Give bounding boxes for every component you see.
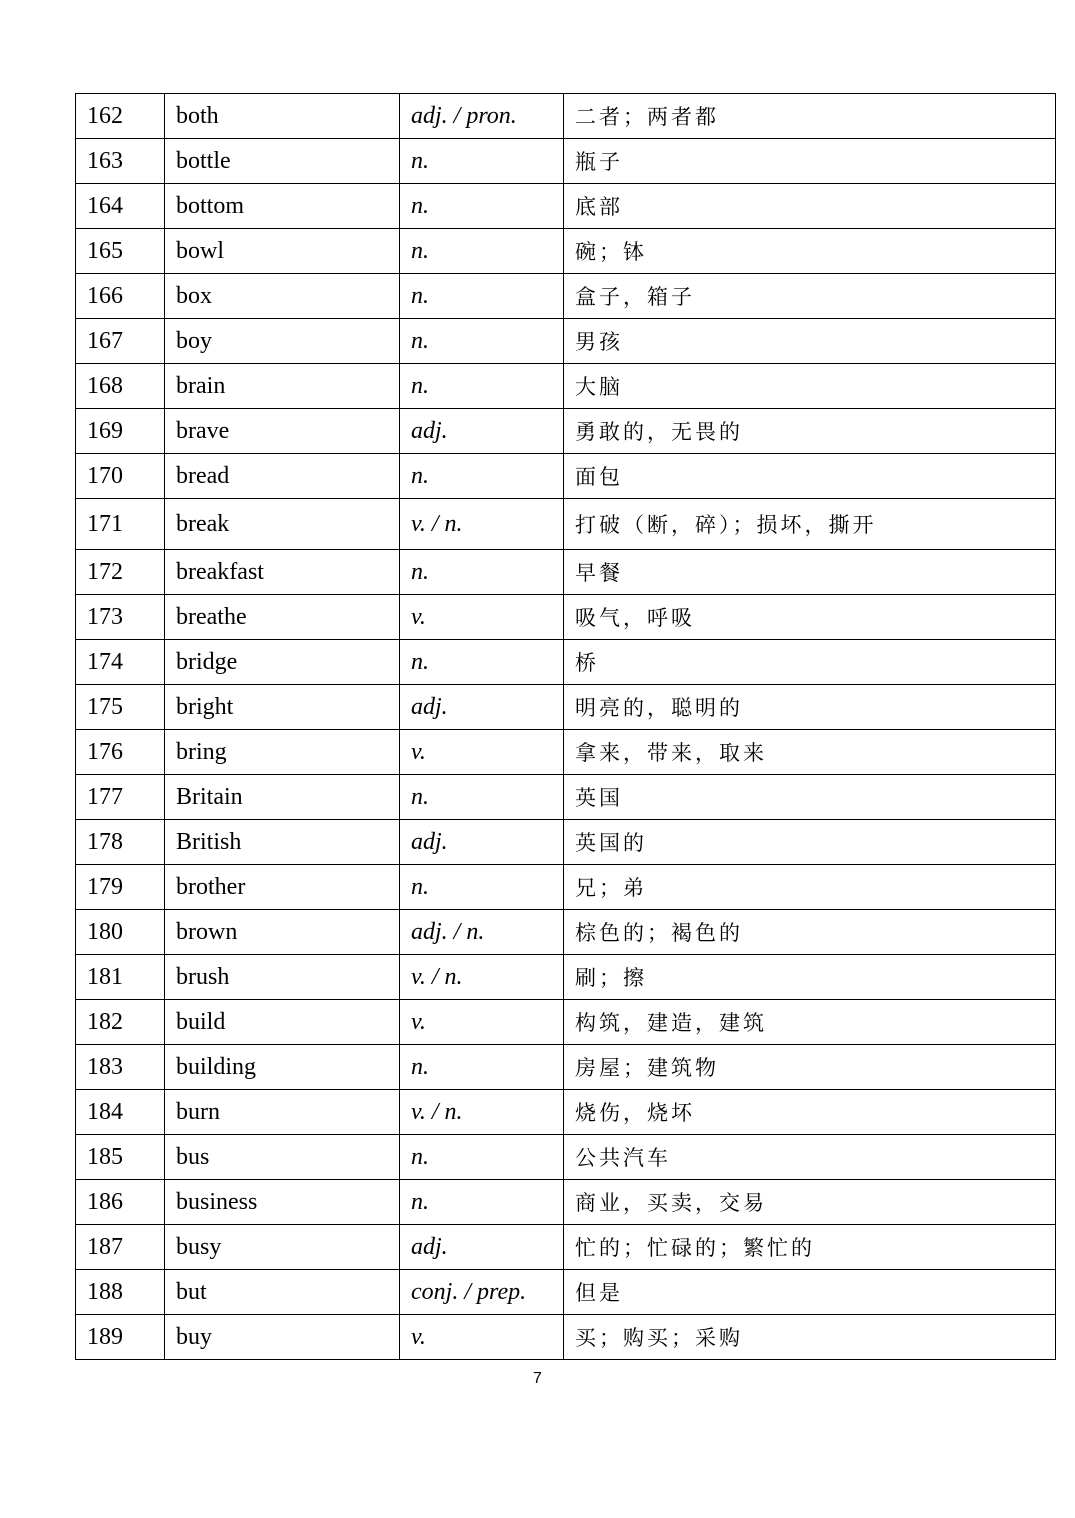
- entry-word: busy: [165, 1225, 400, 1270]
- entry-definition: 房屋；建筑物: [564, 1045, 1056, 1090]
- entry-number: 178: [76, 820, 165, 865]
- table-row: [76, 685, 1056, 730]
- entry-definition: 男孩: [564, 319, 1056, 364]
- page-number: 7: [533, 1370, 542, 1387]
- vocabulary-table: [75, 93, 1056, 1360]
- entry-word: breathe: [165, 595, 400, 640]
- entry-part-of-speech: adj.: [400, 409, 564, 454]
- entry-part-of-speech: n.: [400, 640, 564, 685]
- entry-word: bright: [165, 685, 400, 730]
- entry-part-of-speech: n.: [400, 550, 564, 595]
- table-row: [76, 364, 1056, 409]
- entry-part-of-speech: n.: [400, 274, 564, 319]
- entry-part-of-speech: n.: [400, 364, 564, 409]
- entry-word: bridge: [165, 640, 400, 685]
- entry-definition: 二者；两者都: [564, 94, 1056, 139]
- entry-number: 180: [76, 910, 165, 955]
- entry-definition: 公共汽车: [564, 1135, 1056, 1180]
- table-row: [76, 409, 1056, 454]
- entry-word: boy: [165, 319, 400, 364]
- table-row: [76, 865, 1056, 910]
- entry-part-of-speech: n.: [400, 229, 564, 274]
- entry-part-of-speech: v. / n.: [400, 1090, 564, 1135]
- entry-definition: 面包: [564, 454, 1056, 499]
- entry-definition: 瓶子: [564, 139, 1056, 184]
- entry-definition: 大脑: [564, 364, 1056, 409]
- entry-part-of-speech: adj.: [400, 1225, 564, 1270]
- vocabulary-table-body: [76, 94, 1056, 1360]
- entry-number: 189: [76, 1315, 165, 1360]
- table-row: [76, 319, 1056, 364]
- table-row: [76, 775, 1056, 820]
- table-row: [76, 820, 1056, 865]
- entry-number: 164: [76, 184, 165, 229]
- entry-number: 186: [76, 1180, 165, 1225]
- entry-part-of-speech: v.: [400, 1315, 564, 1360]
- entry-word: box: [165, 274, 400, 319]
- entry-number: 187: [76, 1225, 165, 1270]
- entry-word: bowl: [165, 229, 400, 274]
- entry-part-of-speech: n.: [400, 139, 564, 184]
- entry-part-of-speech: adj.: [400, 820, 564, 865]
- table-row: [76, 955, 1056, 1000]
- entry-number: 184: [76, 1090, 165, 1135]
- table-row: [76, 1000, 1056, 1045]
- entry-word: bus: [165, 1135, 400, 1180]
- entry-number: 183: [76, 1045, 165, 1090]
- entry-number: 166: [76, 274, 165, 319]
- entry-number: 169: [76, 409, 165, 454]
- table-row: [76, 274, 1056, 319]
- entry-definition: 碗；钵: [564, 229, 1056, 274]
- entry-word: but: [165, 1270, 400, 1315]
- entry-part-of-speech: n.: [400, 184, 564, 229]
- table-row: [76, 1225, 1056, 1270]
- entry-word: bottle: [165, 139, 400, 184]
- entry-part-of-speech: n.: [400, 319, 564, 364]
- table-row: [76, 1180, 1056, 1225]
- table-row: [76, 1135, 1056, 1180]
- entry-word: British: [165, 820, 400, 865]
- entry-part-of-speech: v. / n.: [400, 955, 564, 1000]
- table-row: [76, 139, 1056, 184]
- entry-definition: 吸气，呼吸: [564, 595, 1056, 640]
- table-row: [76, 595, 1056, 640]
- entry-definition: 但是: [564, 1270, 1056, 1315]
- entry-word: bread: [165, 454, 400, 499]
- table-row: [76, 454, 1056, 499]
- entry-word: burn: [165, 1090, 400, 1135]
- entry-number: 162: [76, 94, 165, 139]
- entry-word: brush: [165, 955, 400, 1000]
- entry-part-of-speech: adj. / pron.: [400, 94, 564, 139]
- table-row: [76, 550, 1056, 595]
- entry-number: 172: [76, 550, 165, 595]
- table-row: [76, 910, 1056, 955]
- entry-part-of-speech: v.: [400, 730, 564, 775]
- entry-definition: 买；购买；采购: [564, 1315, 1056, 1360]
- entry-word: business: [165, 1180, 400, 1225]
- entry-definition: 兄；弟: [564, 865, 1056, 910]
- entry-definition: 构筑，建造，建筑: [564, 1000, 1056, 1045]
- entry-word: building: [165, 1045, 400, 1090]
- table-row: [76, 1090, 1056, 1135]
- entry-word: brown: [165, 910, 400, 955]
- table-row: [76, 1045, 1056, 1090]
- entry-definition: 棕色的；褐色的: [564, 910, 1056, 955]
- entry-number: 179: [76, 865, 165, 910]
- entry-part-of-speech: v.: [400, 595, 564, 640]
- entry-number: 188: [76, 1270, 165, 1315]
- entry-part-of-speech: n.: [400, 1135, 564, 1180]
- entry-definition: 商业，买卖，交易: [564, 1180, 1056, 1225]
- entry-number: 182: [76, 1000, 165, 1045]
- entry-word: bottom: [165, 184, 400, 229]
- entry-number: 163: [76, 139, 165, 184]
- entry-number: 171: [76, 499, 165, 550]
- table-row: [76, 94, 1056, 139]
- entry-word: buy: [165, 1315, 400, 1360]
- entry-part-of-speech: adj.: [400, 685, 564, 730]
- entry-word: break: [165, 499, 400, 550]
- entry-part-of-speech: n.: [400, 454, 564, 499]
- entry-word: brave: [165, 409, 400, 454]
- entry-part-of-speech: adj. / n.: [400, 910, 564, 955]
- entry-word: bring: [165, 730, 400, 775]
- entry-part-of-speech: n.: [400, 775, 564, 820]
- table-row: [76, 229, 1056, 274]
- entry-part-of-speech: conj. / prep.: [400, 1270, 564, 1315]
- entry-number: 170: [76, 454, 165, 499]
- entry-number: 176: [76, 730, 165, 775]
- entry-part-of-speech: v.: [400, 1000, 564, 1045]
- entry-part-of-speech: n.: [400, 865, 564, 910]
- entry-definition: 烧伤，烧坏: [564, 1090, 1056, 1135]
- entry-definition: 刷；擦: [564, 955, 1056, 1000]
- table-row: [76, 184, 1056, 229]
- entry-number: 174: [76, 640, 165, 685]
- entry-word: brain: [165, 364, 400, 409]
- table-row: [76, 1315, 1056, 1360]
- entry-word: build: [165, 1000, 400, 1045]
- entry-definition: 桥: [564, 640, 1056, 685]
- entry-definition: 早餐: [564, 550, 1056, 595]
- entry-definition: 勇敢的，无畏的: [564, 409, 1056, 454]
- entry-number: 177: [76, 775, 165, 820]
- entry-part-of-speech: n.: [400, 1180, 564, 1225]
- entry-word: breakfast: [165, 550, 400, 595]
- entry-part-of-speech: v. / n.: [400, 499, 564, 550]
- table-row: [76, 730, 1056, 775]
- entry-definition: 明亮的，聪明的: [564, 685, 1056, 730]
- entry-definition: 忙的；忙碌的；繁忙的: [564, 1225, 1056, 1270]
- entry-number: 165: [76, 229, 165, 274]
- entry-definition: 打破（断，碎）；损坏，撕开: [564, 499, 1056, 550]
- table-row: [76, 640, 1056, 685]
- entry-number: 175: [76, 685, 165, 730]
- entry-definition: 英国: [564, 775, 1056, 820]
- entry-definition: 英国的: [564, 820, 1056, 865]
- entry-word: brother: [165, 865, 400, 910]
- entry-part-of-speech: n.: [400, 1045, 564, 1090]
- entry-word: both: [165, 94, 400, 139]
- entry-number: 167: [76, 319, 165, 364]
- entry-number: 181: [76, 955, 165, 1000]
- entry-definition: 拿来，带来，取来: [564, 730, 1056, 775]
- entry-definition: 盒子，箱子: [564, 274, 1056, 319]
- table-row: [76, 499, 1056, 550]
- entry-number: 168: [76, 364, 165, 409]
- entry-word: Britain: [165, 775, 400, 820]
- entry-number: 185: [76, 1135, 165, 1180]
- entry-number: 173: [76, 595, 165, 640]
- table-row: [76, 1270, 1056, 1315]
- entry-definition: 底部: [564, 184, 1056, 229]
